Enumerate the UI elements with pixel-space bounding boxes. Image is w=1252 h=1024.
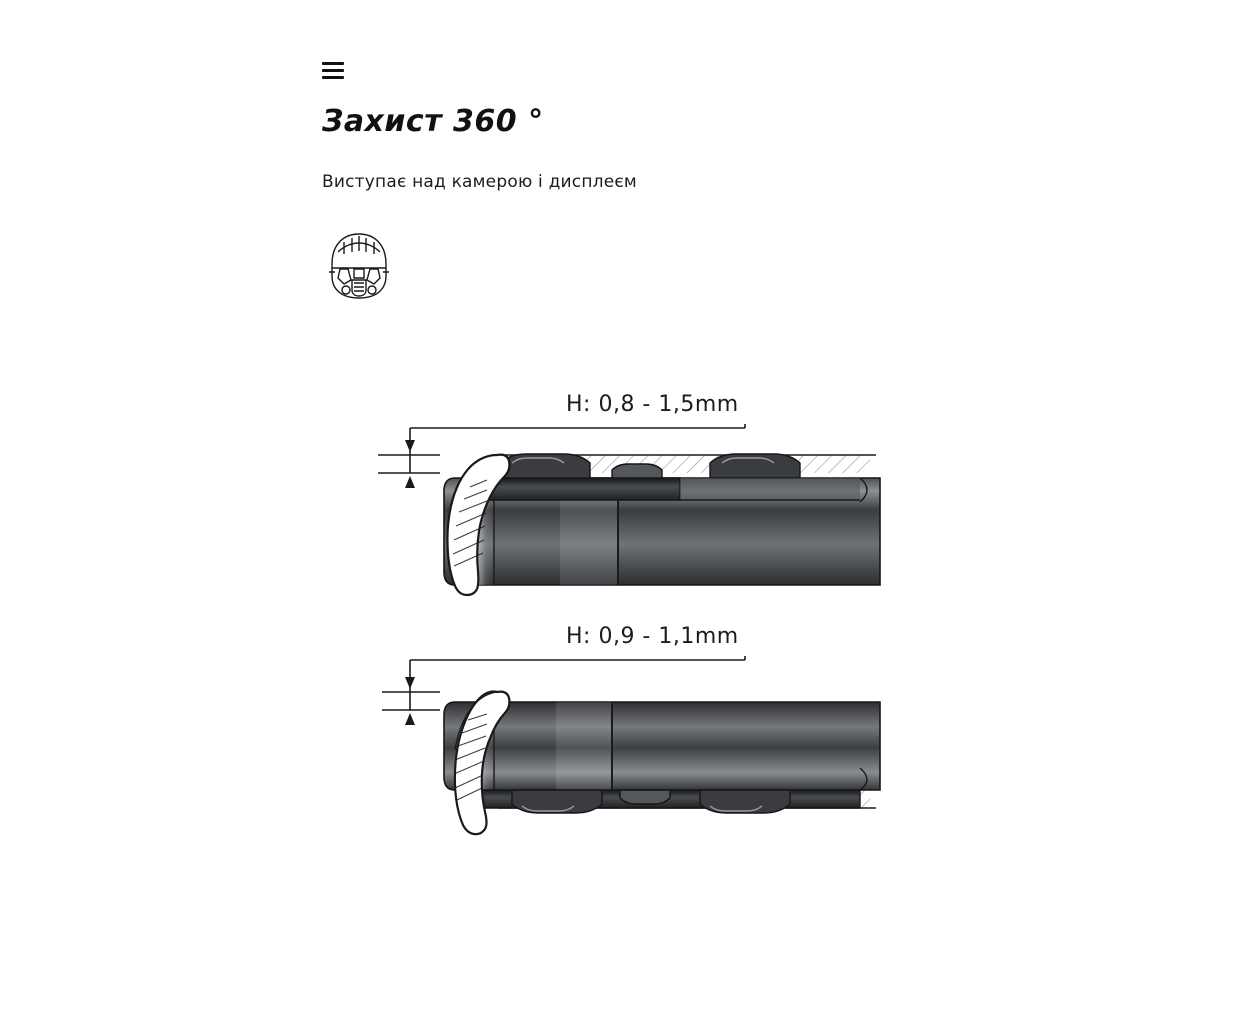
top-surface-hatch bbox=[498, 455, 876, 473]
top-measure-label: H: 0,8 - 1,5mm bbox=[566, 392, 739, 417]
menu-bar-3 bbox=[322, 76, 344, 79]
bottom-diagram-group bbox=[382, 656, 880, 834]
top-device-body bbox=[444, 454, 880, 585]
top-measure-arrows bbox=[378, 424, 745, 488]
page-subtitle: Виступає над камерою і дисплеєм bbox=[322, 172, 637, 192]
bottom-measure-label: H: 0,9 - 1,1mm bbox=[566, 624, 739, 649]
bottom-case-lip bbox=[454, 692, 509, 835]
menu-bar-2 bbox=[322, 69, 344, 72]
stormtrooper-helmet-icon bbox=[318, 228, 400, 308]
bottom-measure-arrows bbox=[382, 656, 745, 725]
top-case-lip bbox=[447, 455, 509, 595]
bottom-surface-hatch bbox=[498, 790, 876, 808]
menu-bar-1 bbox=[322, 62, 344, 65]
bottom-device-body bbox=[444, 702, 880, 813]
page-title: Захист 360 ° bbox=[322, 104, 544, 139]
top-diagram-group bbox=[378, 424, 880, 595]
hamburger-menu-icon[interactable] bbox=[322, 62, 348, 88]
